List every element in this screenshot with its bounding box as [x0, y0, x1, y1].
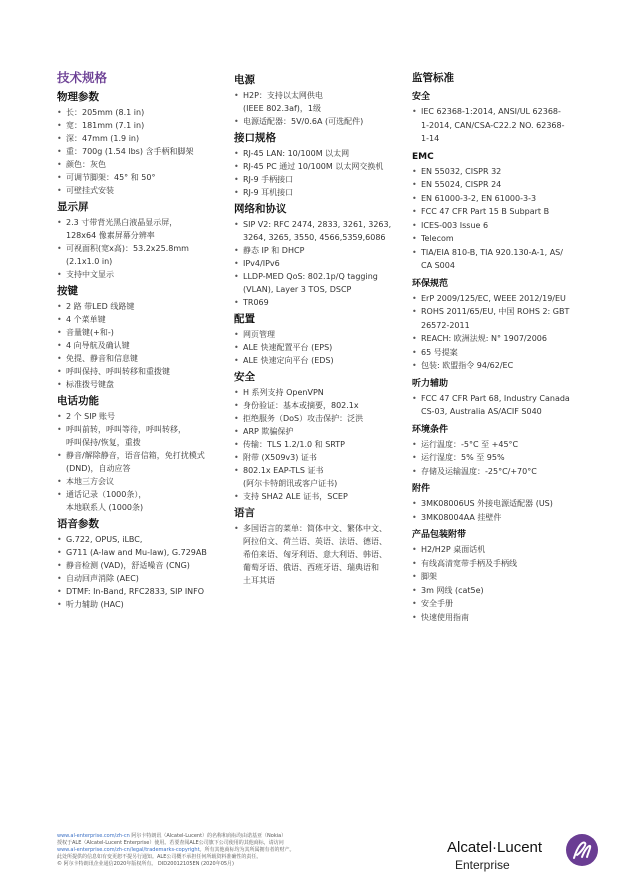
list-item: • 2.3 寸带背光黑白液晶显示屏， 128x64 像素屏幕分辨率: [57, 216, 222, 242]
col3-list-2: [412, 292, 587, 373]
list-item: • REACH: 欧洲法规: N° 1907/2006: [412, 332, 587, 346]
list-item: • 支持 SHA2 ALE 证书，SCEP: [234, 490, 404, 503]
list-item: • 附带 (X509v3) 证书: [234, 451, 404, 464]
list-item: • 2 路 带LED 线路键: [57, 300, 222, 313]
list-item: • ALE 快速定向平台 (EDS): [234, 354, 404, 367]
col3-list-3: [412, 392, 587, 419]
col3-heading-6: 产品包装附带: [412, 530, 467, 540]
list-item: • IPv4/IPv6: [234, 257, 404, 270]
list-item: • 运行温度：-5°C 至 +45°C: [412, 438, 587, 452]
list-item: • H 系列支持 OpenVPN: [234, 386, 404, 399]
list-item: • 2 个 SIP 账号: [57, 410, 222, 423]
list-item: • 音量键(+和-): [57, 326, 222, 339]
list-item: • 支持中文显示: [57, 268, 222, 281]
list-item: • 通话记录（1000条）， 本地联系人 (1000条): [57, 488, 222, 514]
list-item: • 网页管理: [234, 328, 404, 341]
logo-sub-text: Enterprise: [455, 858, 510, 872]
col2-list-3: [234, 328, 404, 367]
list-item: • LLDP-MED QoS: 802.1p/Q tagging (VLAN), Layer 3 TOS, DSCP: [234, 270, 404, 296]
list-item: • 重：700g (1.54 lbs) 含手柄和脚架: [57, 145, 222, 158]
list-item: • 身份验证：基本或摘要，802.1x: [234, 399, 404, 412]
list-item: • 3MK08004AA 挂壁件: [412, 511, 587, 525]
list-item: • 自动回声消除 (AEC): [57, 572, 222, 585]
col1-list-4: [57, 533, 222, 611]
list-item: • 拒绝服务（DoS）攻击保护：泛洪: [234, 412, 404, 425]
list-item: • FCC 47 CFR Part 15 B Subpart B: [412, 205, 587, 219]
list-item: • 3m 网线 (cat5e): [412, 584, 587, 598]
list-item: • IEC 62368-1:2014, ANSI/UL 62368- 1-2014, CAN/CSA-C22.2 NO. 62368- 1-14: [412, 105, 587, 146]
list-item: • 可视面积(宽x高)：53.2x25.8mm (2.1x1.0 in): [57, 242, 222, 268]
footer-line4: 此处所提供的信息如有变更恕不提另行通知。ALE公司概不承担任何所载资料准确性的责任。: [57, 854, 262, 860]
col2-list-2: [234, 218, 404, 309]
col3-heading-5: 附件: [412, 484, 431, 494]
col3-heading-1: EMC: [412, 151, 434, 162]
trademark-link[interactable]: www.al-enterprise.com/zh-cn/legal/trademarks-copyright: [57, 847, 200, 853]
col1-list-0: [57, 106, 222, 197]
col3-heading-2: 环保规范: [412, 278, 449, 289]
list-item: • 存储及运输温度：-25°C/+70°C: [412, 465, 587, 479]
list-item: • ICES-003 Issue 6: [412, 219, 587, 233]
list-item: • 脚架: [412, 570, 587, 584]
list-item: • 802.1x EAP-TLS 证书 (阿尔卡特朗讯或客户证书): [234, 464, 404, 490]
col2-heading-0: 电源: [234, 74, 255, 86]
col2-heading-1: 接口规格: [234, 132, 276, 144]
list-item: • 呼叫保持、呼叫转移和重拨键: [57, 365, 222, 378]
footer-line1: 阿尔卡特朗讯（Alcatel-Lucent）的名称和商标均由诺基亚（Nokia）: [129, 833, 287, 839]
list-item: • EN 55024, CISPR 24: [412, 178, 587, 192]
regulatory-heading: 监管标准: [412, 72, 454, 84]
col1-heading-1: 显示屏: [57, 201, 89, 213]
list-item: • 听力辅助 (HAC): [57, 598, 222, 611]
col2-list-1: [234, 147, 404, 199]
list-item: • RJ-45 PC 通过 10/100M 以太网交换机: [234, 160, 404, 173]
list-item: • SIP V2: RFC 2474, 2833, 3261, 3263, 3264, 3265, 3550, 4566,5359,6086: [234, 218, 404, 244]
column-1: [57, 70, 222, 613]
col3-heading-3: 听力辅助: [412, 378, 449, 389]
col1-sections: [57, 90, 222, 611]
col2-list-5: [234, 522, 404, 587]
list-item: • 呼叫前转，呼叫等待，呼叫转移， 呼叫保持/恢复，重拨: [57, 423, 222, 449]
list-item: • 传输：TLS 1.2/1.0 和 SRTP: [234, 438, 404, 451]
footer-legal: [57, 833, 437, 868]
list-item: • H2/H2P 桌面话机: [412, 543, 587, 557]
list-item: • 标准拨号键盘: [57, 378, 222, 391]
list-item: • 包装: 欧盟指令 94/62/EC: [412, 359, 587, 373]
col3-list-0: [412, 105, 587, 146]
col2-heading-4: 安全: [234, 371, 255, 383]
list-item: • 静音/解除静音，语音信箱，免打扰模式 (DND)，自动应答: [57, 449, 222, 475]
column-2: [234, 70, 404, 589]
list-item: • DTMF: In-Band, RFC2833, SIP INFO: [57, 585, 222, 598]
list-item: • 运行湿度：5% 至 95%: [412, 451, 587, 465]
list-item: • 深：47mm (1.9 in): [57, 132, 222, 145]
list-item: • 颜色：灰色: [57, 158, 222, 171]
col3-list-6: [412, 543, 587, 624]
list-item: • 4 个菜单键: [57, 313, 222, 326]
col1-list-1: [57, 216, 222, 281]
col2-heading-5: 语言: [234, 507, 255, 519]
list-item: • 快速使用指南: [412, 611, 587, 625]
footer-line2: 授权于ALE（Alcatel-Lucent Enterprise）使用。若要查阅ALE公司旗下公司使用的其他商标，请访问: [57, 840, 284, 846]
list-item: • RJ-9 手柄接口: [234, 173, 404, 186]
list-item: • 静态 IP 和 DHCP: [234, 244, 404, 257]
footer-line5: © 阿尔卡特朗讯企业通信2020年版权所有。 DID20012105EN (2020年05月): [57, 861, 235, 867]
list-item: • RJ-9 耳机接口: [234, 186, 404, 199]
list-item: • 免提、静音和信息键: [57, 352, 222, 365]
col3-heading-0: 安全: [412, 92, 431, 102]
list-item: • 3MK08006US 外接电源适配器 (US): [412, 497, 587, 511]
col2-list-0: [234, 89, 404, 128]
list-item: • 多国语言的菜单：简体中文、繁体中文、 阿拉伯文、荷兰语、英语、法语、德语、 希伯来语、匈牙利语、意大利语、韩语、 葡萄牙语、俄语、西班牙语、瑞典语和 土耳其语: [234, 522, 404, 587]
col3-sections: [412, 91, 587, 624]
list-item: • 电源适配器：5V/0.6A (可选配件): [234, 115, 404, 128]
col3-list-1: [412, 165, 587, 273]
logo-mark-icon: [565, 833, 599, 867]
col3-list-4: [412, 438, 587, 479]
list-item: • TR069: [234, 296, 404, 309]
website-link[interactable]: www.al-enterprise.com/zh-cn: [57, 833, 130, 839]
list-item: • 有线高清宽带手柄及手柄线: [412, 557, 587, 571]
list-item: • 安全手册: [412, 597, 587, 611]
list-item: • 本地三方会议: [57, 475, 222, 488]
page-title: 技术规格: [57, 70, 108, 85]
list-item: • 65 号提案: [412, 346, 587, 360]
list-item: • RJ-45 LAN: 10/100M 以太网: [234, 147, 404, 160]
col3-heading-4: 环境条件: [412, 424, 449, 435]
list-item: • 可调节脚架：45° 和 50°: [57, 171, 222, 184]
list-item: • FCC 47 CFR Part 68, Industry Canada CS-03, Australia AS/ACIF S040: [412, 392, 587, 419]
list-item: • ARP 欺骗保护: [234, 425, 404, 438]
list-item: • 可壁挂式安装: [57, 184, 222, 197]
brand-logo: [447, 833, 607, 878]
list-item: • TIA/EIA 810-B, TIA 920.130-A-1, AS/ CA S004: [412, 246, 587, 273]
footer-line3: 。所有其他商标均为其所属拥有者的财产。: [199, 847, 295, 853]
col1-heading-2: 按键: [57, 285, 78, 297]
list-item: • H2P：支持以太网供电 (IEEE 802.3af)，1级: [234, 89, 404, 115]
col1-list-2: [57, 300, 222, 391]
list-item: • EN 61000-3-2, EN 61000-3-3: [412, 192, 587, 206]
list-item: • G.722, OPUS, iLBC,: [57, 533, 222, 546]
list-item: • ErP 2009/125/EC, WEEE 2012/19/EU: [412, 292, 587, 306]
list-item: • 长：205mm (8.1 in): [57, 106, 222, 119]
col2-sections: [234, 73, 404, 587]
column-3: [412, 70, 587, 626]
list-item: • 4 向导航及确认键: [57, 339, 222, 352]
col1-heading-3: 电话功能: [57, 395, 99, 407]
list-item: • ROHS 2011/65/EU, 中国 ROHS 2: GBT 26572-2011: [412, 305, 587, 332]
list-item: • Telecom: [412, 232, 587, 246]
logo-brand-text: Alcatel·Lucent: [447, 839, 543, 856]
col1-heading-0: 物理参数: [57, 91, 99, 103]
col1-list-3: [57, 410, 222, 514]
list-item: • G711 (A-law and Mu-law), G.729AB: [57, 546, 222, 559]
col2-heading-2: 网络和协议: [234, 203, 287, 215]
col2-list-4: [234, 386, 404, 503]
col1-heading-4: 语音参数: [57, 518, 99, 530]
col2-heading-3: 配置: [234, 313, 255, 325]
col3-list-5: [412, 497, 587, 524]
list-item: • ALE 快速配置平台 (EPS): [234, 341, 404, 354]
list-item: • EN 55032, CISPR 32: [412, 165, 587, 179]
list-item: • 静音检测 (VAD)，舒适噪音 (CNG): [57, 559, 222, 572]
list-item: • 宽：181mm (7.1 in): [57, 119, 222, 132]
